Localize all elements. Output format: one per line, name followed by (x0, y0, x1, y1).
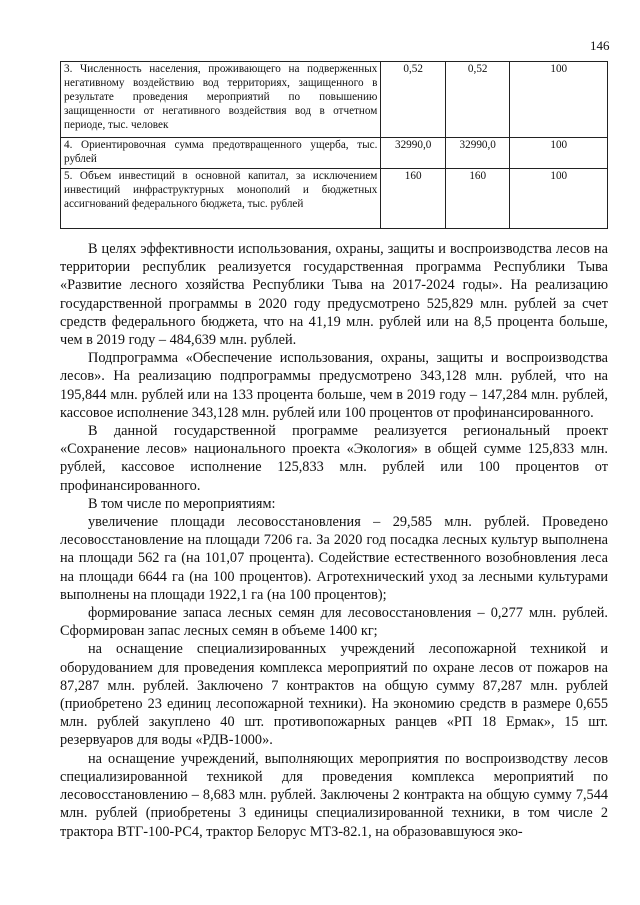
indicator-percent: 100 (510, 169, 608, 229)
indicator-fact: 0,52 (445, 62, 510, 138)
body-text (60, 240, 608, 841)
indicator-plan: 160 (381, 169, 446, 229)
indicator-fact: 160 (445, 169, 510, 229)
table-row (61, 138, 608, 169)
indicator-percent: 100 (510, 138, 608, 169)
indicator-fact: 32990,0 (445, 138, 510, 169)
indicator-plan: 32990,0 (381, 138, 446, 169)
paragraph: формирование запаса лесных семян для лесовосстановления – 0,277 млн. рублей. Сформирован запас лесных семян в объеме 1400 кг; (60, 605, 608, 640)
paragraph: В том числе по мероприятиям: (88, 495, 276, 512)
paragraph: В целях эффективности использования, охраны, защиты и воспроизводства лесов на территории республик реализуется государственная программа Республики Тыва «Развитие лесного хозяйства Республики Тыва на 2017-2024 годы». На реализацию государственной программы в 2020 году предусмотрено 525,829 млн. рублей за счет средств федерального бюджета, что на 41,19 млн. рублей или на 8,5 процента больше, чем в 2019 году – 484,639 млн. рублей. (60, 241, 608, 349)
paragraph: на оснащение учреждений, выполняющих мероприятия по воспроизводству лесов специализированной техникой для проведения комплекса мероприятий по лесовосстановлению – 8,683 млн. рублей. Заключены 2 контракта на общую сумму 7,544 млн. рублей (приобретены 3 единицы специализированной техники, в том числе 2 трактора ВТГ-100-РС4, трактор Белорус МТЗ-82.1, на образовавшуюся эко- (60, 750, 608, 840)
page-number: 146 (590, 38, 610, 53)
table-row (61, 169, 608, 229)
indicator-plan: 0,52 (381, 62, 446, 138)
table-row (61, 62, 608, 138)
indicator-name: 3. Численность населения, проживающего на подверженных негативному воздействию вод территориях, защищенного в результате проведения мероприятий по повышению защищенности от негативного воздействия вод в отчетном периоде, тыс. человек (61, 62, 381, 138)
indicators-table (60, 61, 608, 229)
paragraph: Подпрограмма «Обеспечение использования, охраны, защиты и воспроизводства лесов». На реализацию подпрограммы предусмотрено 343,128 млн. рублей, что на 195,844 млн. рублей или на 133 процента больше, чем в 2019 году – 147,284 млн. рублей, кассовое исполнение 343,128 млн. рублей или 100 процентов от профинансированного. (60, 350, 608, 421)
indicator-percent: 100 (510, 62, 608, 138)
paragraph: В данной государственной программе реализуется региональный проект «Сохранение лесов» национального проекта «Экология» в общей сумме 125,833 млн. рублей, кассовое исполнение 125,833 млн. рублей или 100 процентов от профинансированного. (60, 423, 608, 494)
paragraph: на оснащение специализированных учреждений лесопожарной техникой и оборудованием для проведения комплекса мероприятий по охране лесов от пожаров на 87,287 млн. рублей. Заключено 7 контрактов на общую сумму 87,287 млн. рублей (приобретено 23 единиц лесопожарной техники). На экономию средств в размере 0,655 млн. рублей закуплено 40 шт. противопожарных ранцев «РП 18 Ермак», 15 шт. резервуаров для воды «РДВ-1000». (60, 641, 608, 749)
indicator-name: 4. Ориентировочная сумма предотвращенного ущерба, тыс. рублей (61, 138, 381, 169)
paragraph: увеличение площади лесовосстановления – 29,585 млн. рублей. Проведено лесовосстановление на площади 7206 га. За 2020 год посадка лесных культур выполнена на площади 562 га (на 101,07 процента). Содействие естественного возобновления леса на площади 6644 га (на 100 процентов). Агротехнический уход за лесными культурами выполнены на площади 1922,1 га (на 100 процентов); (60, 514, 608, 603)
indicator-name: 5. Объем инвестиций в основной капитал, за исключением инвестиций инфраструктурных монополий и бюджетных ассигнований федерального бюджета, тыс. рублей (61, 169, 381, 229)
